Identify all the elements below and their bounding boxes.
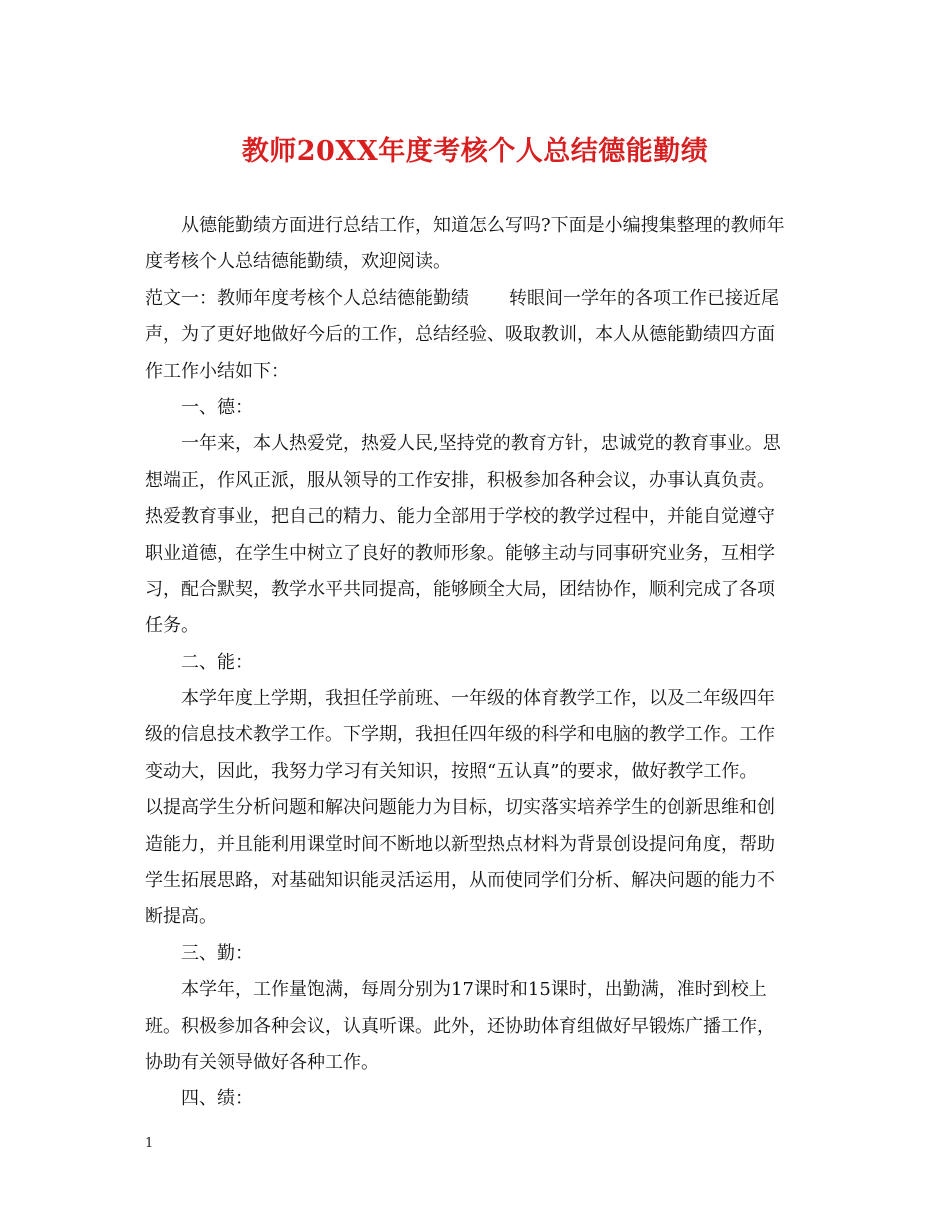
sample-heading-line [145,281,810,317]
paragraph-line: 职业道德，在学生中树立了良好的教师形象。能够主动与同事研究业务，互相学 [145,542,775,564]
page-number: 1 [145,1136,154,1151]
sample-line: 声，为了更好地做好今后的工作，总结经验、吸取教训，本人从德能勤绩四方面 [145,324,775,346]
section-heading-de: 一、德： [181,396,253,418]
paragraph-line: 学生拓展思路，对基础知识能灵活运用，从而使同学们分析、解决问题的能力不 [145,870,775,892]
sample-line: 作工作小结如下： [145,360,289,382]
paragraph-line: 想端正，作风正派，服从领导的工作安排，积极参加各种会议，办事认真负责。 [145,469,775,491]
intro-line: 度考核个人总结德能勤绩，欢迎阅读。 [145,251,451,273]
paragraph-line: 协助有关领导做好各种工作。 [145,1051,379,1073]
section-heading-ji: 四、绩： [181,1088,253,1110]
paragraph-line: 热爱教育事业，把自己的精力、能力全部用于学校的教学过程中，并能自觉遵守 [145,506,775,528]
paragraph-line: 本学年度上学期，我担任学前班、一年级的体育教学工作，以及二年级四年 [181,688,775,710]
paragraph-line: 造能力，并且能利用课堂时间不断地以新型热点材料为背景创设提问角度，帮助 [145,833,775,855]
paragraph-line: 任务。 [145,615,199,637]
intro-line: 从德能勤绩方面进行总结工作，知道怎么写吗?下面是小编搜集整理的教师年 [181,215,785,236]
sample-label: 范文一：教师年度考核个人总结德能勤绩 [145,287,469,309]
paragraph-line: 级的信息技术教学工作。下学期，我担任四年级的科学和电脑的教学工作。工作 [145,724,775,746]
document-body [145,208,810,1118]
paragraph-line: 断提高。 [145,906,217,928]
section-heading-neng: 二、能： [181,651,253,673]
paragraph-line: 一年来，本人热爱党，热爱人民,坚持党的教育方针，忠诚党的教育事业。思 [181,433,781,455]
paragraph-line: 习，配合默契，教学水平共同提高，能够顾全大局，团结协作，顺利完成了各项 [145,578,775,600]
paragraph-line: 本学年，工作量饱满，每周分别为17课时和15课时，出勤满，准时到校上 [181,979,767,1001]
section-heading-qin: 三、勤： [181,942,253,964]
paragraph-line: 以提高学生分析问题和解决问题能力为目标，切实落实培养学生的创新思维和创 [145,797,775,819]
document-title: 教师20XX年度考核个人总结德能勤绩 [241,136,709,167]
paragraph-line: 变动大，因此，我努力学习有关知识，按照“五认真”的要求，做好教学工作。 [145,760,758,782]
sample-start: 转眼间一学年的各项工作已接近尾 [509,287,779,309]
paragraph-line: 班。积极参加各种会议，认真听课。此外，还协助体育组做好早锻炼广播工作， [145,1015,775,1037]
